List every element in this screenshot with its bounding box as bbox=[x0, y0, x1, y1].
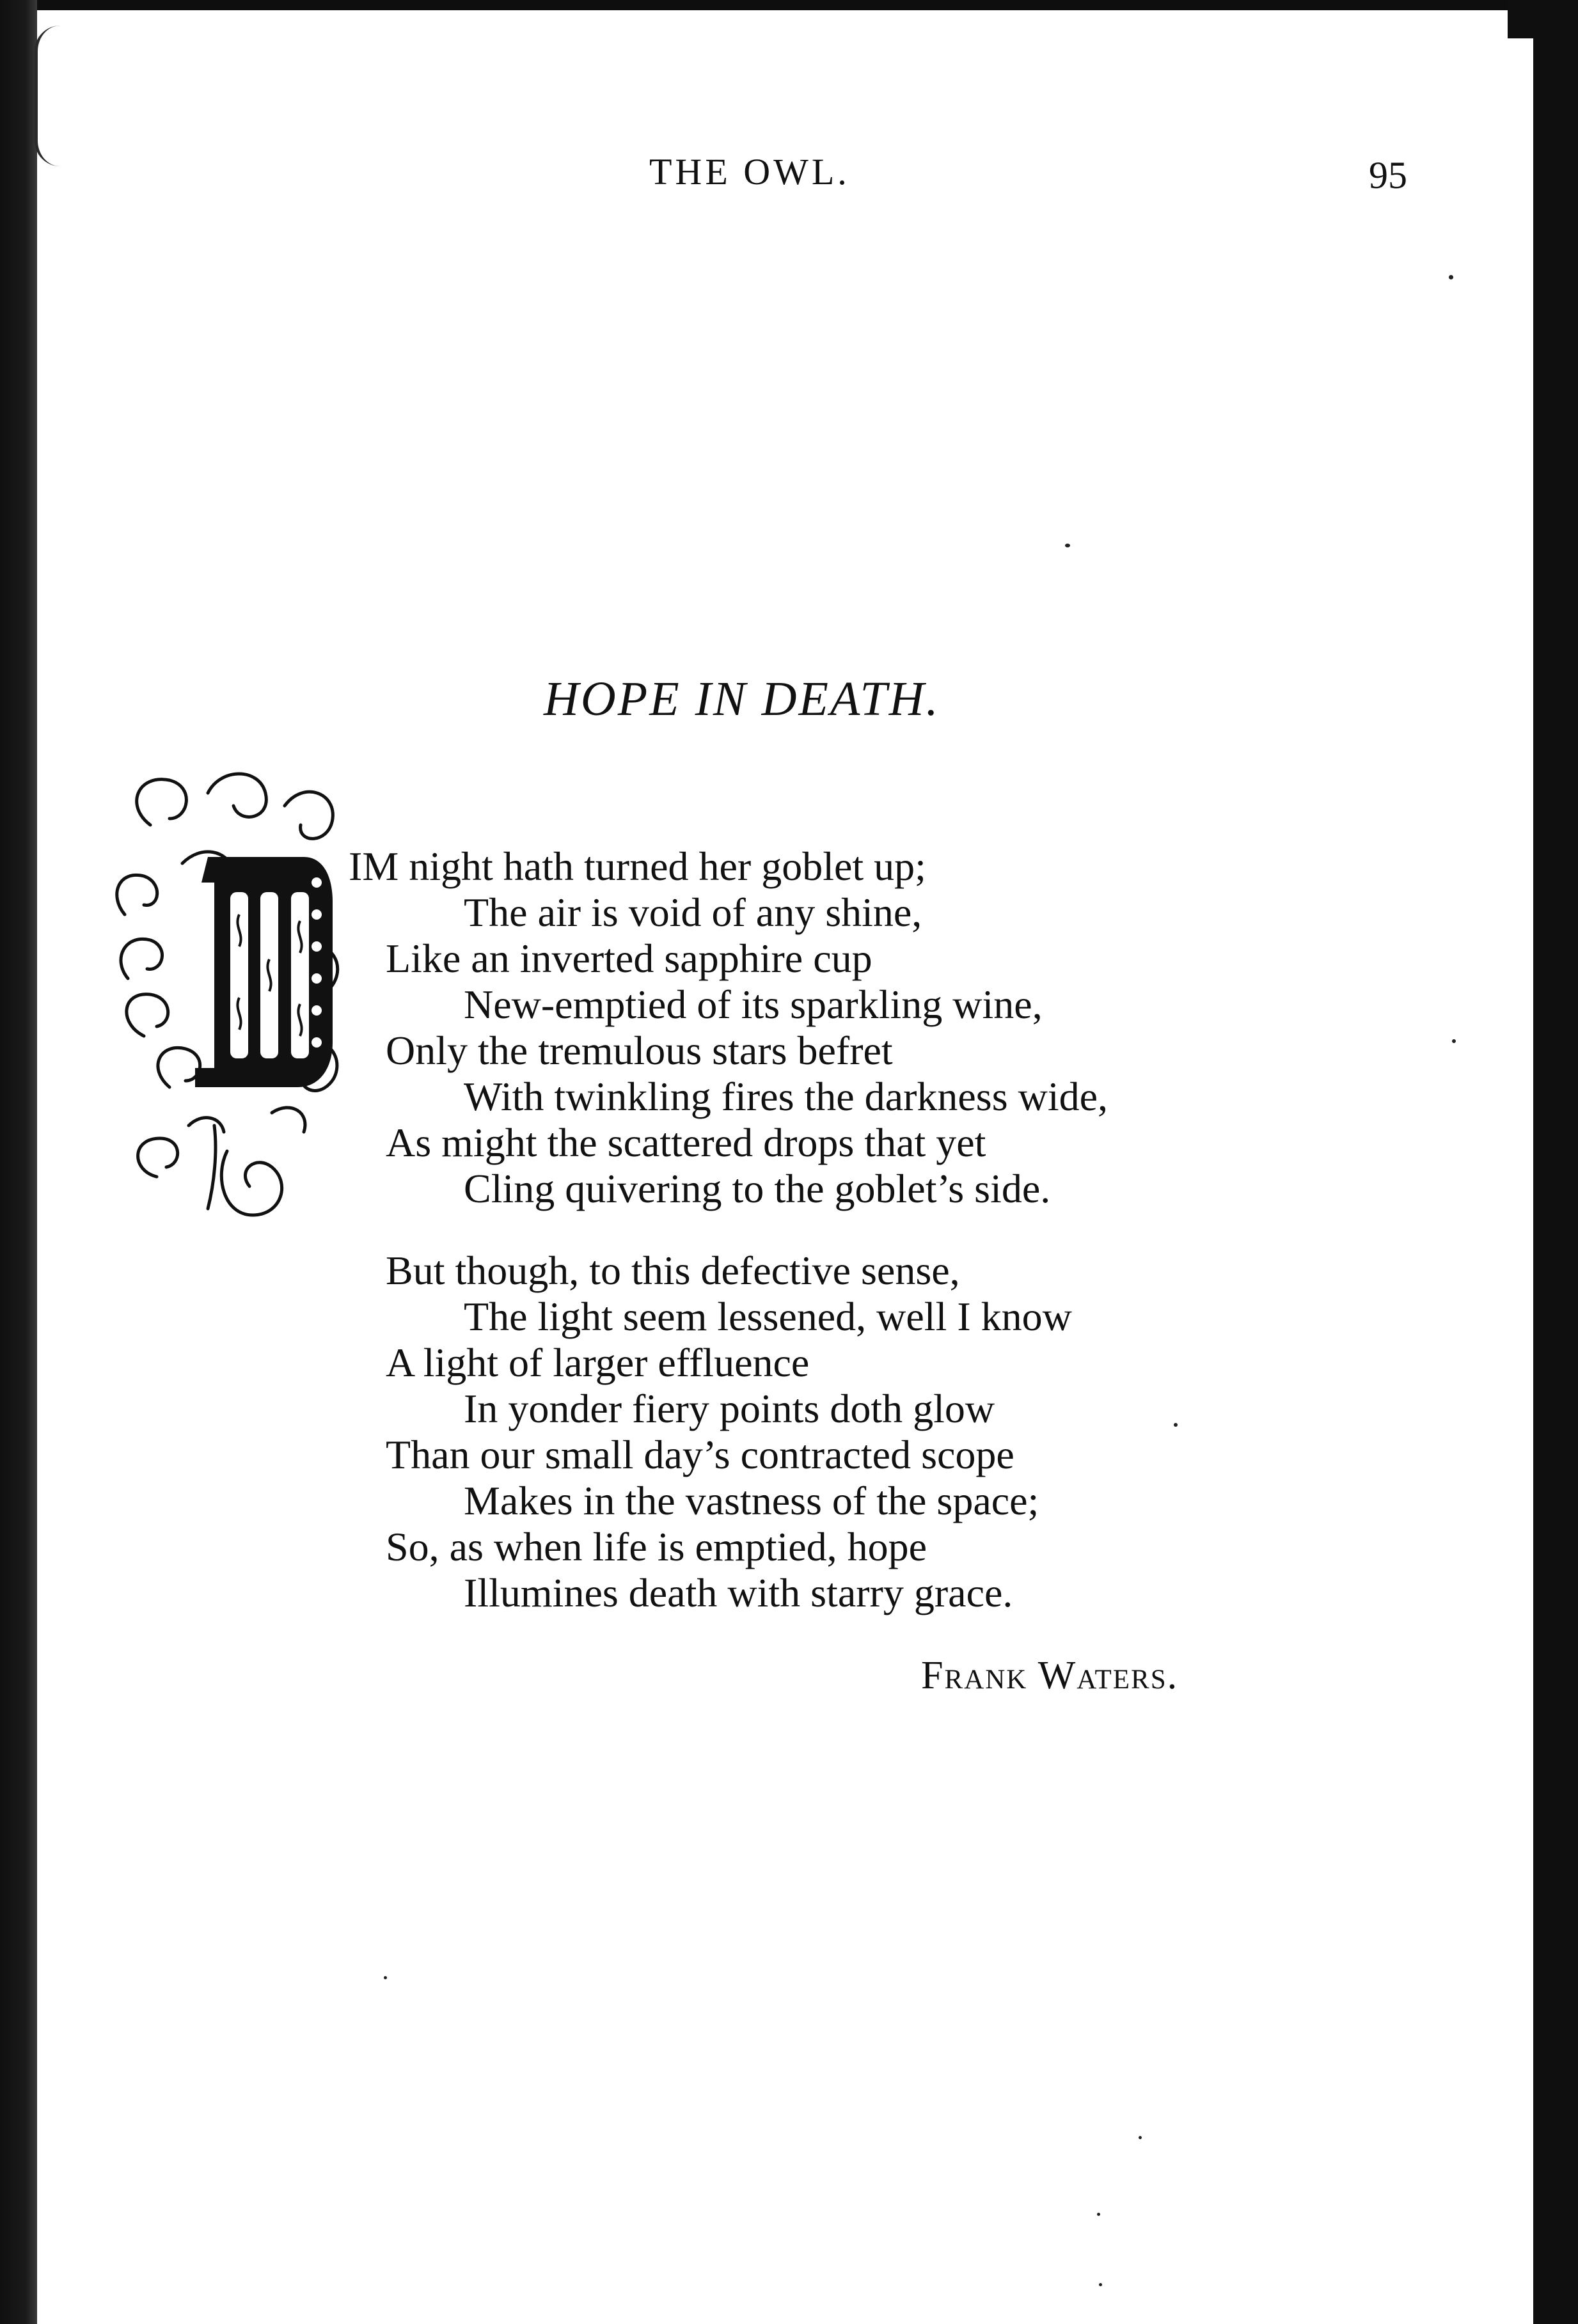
scan-edge-right bbox=[1533, 0, 1578, 2324]
scan-speck bbox=[1449, 275, 1453, 279]
verse-line: With twinkling fires the darkness wide, bbox=[464, 1074, 1108, 1119]
verse-line: Makes in the vastness of the space; bbox=[464, 1478, 1039, 1523]
running-head: THE OWL. bbox=[649, 151, 850, 192]
scan-edge-right-top bbox=[1508, 0, 1533, 38]
verse-line: New-emptied of its sparkling wine, bbox=[464, 982, 1043, 1027]
scan-speck bbox=[1139, 2136, 1142, 2139]
verse-line: But though, to this defective sense, bbox=[386, 1248, 960, 1293]
scan-speck bbox=[1452, 1039, 1456, 1043]
verse-line: The air is void of any shine, bbox=[464, 890, 922, 935]
verse-line: Illumines death with starry grace. bbox=[464, 1570, 1013, 1615]
verse-line: Like an inverted sapphire cup bbox=[386, 936, 872, 981]
scan-speck bbox=[384, 1976, 387, 1979]
verse-line: So, as when life is emptied, hope bbox=[386, 1524, 927, 1569]
poem-title: HOPE IN DEATH. bbox=[544, 672, 940, 726]
scan-speck bbox=[1174, 1423, 1178, 1427]
verse-line: Than our small day’s contracted scope bbox=[386, 1432, 1014, 1477]
verse-line: In yonder fiery points doth glow bbox=[464, 1386, 995, 1431]
verse-line: As might the scattered drops that yet bbox=[386, 1120, 986, 1165]
scan-speck bbox=[1065, 544, 1070, 547]
page-number: 95 bbox=[1369, 154, 1407, 196]
scan-edge-left bbox=[0, 0, 37, 2324]
scan-edge-curl bbox=[35, 26, 63, 166]
verse-line: Only the tremulous stars befret bbox=[386, 1028, 893, 1073]
scan-speck bbox=[1097, 2213, 1100, 2216]
verse-line: IM night hath turned her goblet up; bbox=[349, 844, 926, 889]
poem-author: Frank Waters. bbox=[921, 1654, 1179, 1697]
verse-line: Cling quivering to the goblet’s side. bbox=[464, 1166, 1051, 1211]
scan-edge-top bbox=[0, 0, 1578, 10]
scan-speck bbox=[1099, 2283, 1102, 2286]
verse-line: The light seem lessened, well I know bbox=[464, 1294, 1072, 1339]
verse-line: A light of larger effluence bbox=[386, 1340, 810, 1385]
ornamental-drop-cap-icon bbox=[112, 767, 349, 1253]
